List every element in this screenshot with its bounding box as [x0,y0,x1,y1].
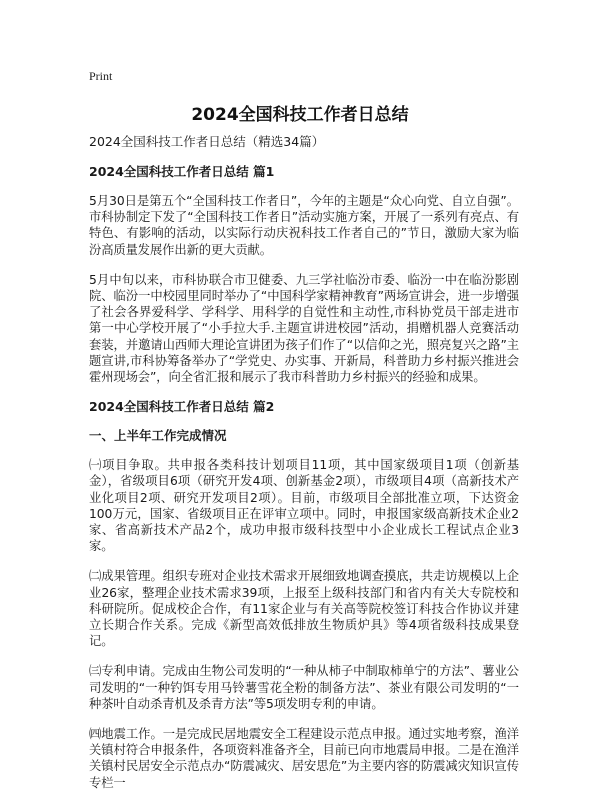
print-label[interactable]: Print [89,69,113,83]
subsection-heading: 一、上半年工作完成情况 [89,428,227,444]
section-heading-2: 2024全国科技工作者日总结 篇2 [89,399,275,415]
section-heading-1: 2024全国科技工作者日总结 篇1 [89,164,275,179]
paragraph: ㈣地震工作。一是完成民居地震安全工程建设示范点申报。通过实地考察，渔洋关镇村符合申报条件，各项资料准备齐全，目前已向市地震局申报。二是在渔洋关镇村民居安全示范点办“防震减灾、居安思危”为主要内容的防震减灾知识宣传专栏一 [89,727,519,790]
document-subtitle: 2024全国科技工作者日总结（精选34篇） [89,134,325,149]
paragraph: ㈡成果管理。组织专班对企业技术需求开展细致地调查摸底，共走访规模以上企业26家，整理企业技术需求39项，上报至上级科技部门和省内有关大专院校和科研院所。促成校企合作，有11家企业与有关高等院校签订科技合作协议并建立长期合作关系。完成《新型高效低排放生物质炉具》等4项省级科技成果登记。 [89,569,519,649]
document-body [89,134,519,805]
page-title: 2024全国科技工作者日总结 [191,105,409,125]
paragraph: 5月30日是第五个“全国科技工作者日”，今年的主题是“众心向党、自立自强”。市科协制定下发了“全国科技工作者日”活动实施方案，开展了一系列有亮点、有特色、有影响的活动，以实际行动庆祝科技工作者自己的”节日，激励大家为临汾高质量发展作出新的更大贡献。 [89,194,519,257]
paragraph: ㈢专利申请。完成由生物公司发明的“一种从柿子中制取柿单宁的方法”、薯业公司发明的“一种钓饵专用马铃薯雪花全粉的制备方法”、茶业有限公司发明的“一种茶叶自动杀青机及杀青方法”等5项发明专利的申请。 [89,664,519,711]
paragraph: ㈠项目争取。共申报各类科技计划项目11项，其中国家级项目1项（创新基金），省级项目6项（研究开发4项、创新基金2项），市级项目4项（高新技术产业化项目2项、研究开发项目2项）。目前，市级项目全部批准立项，下达资金100万元，国家、省级项目正在评审立项中。同时，申报国家级高新技术企业2家、省高新技术产品2个，成功申报市级科技型中小企业成长工程试点企业3家。 [89,458,519,554]
paragraph: 5月中旬以来，市科协联合市卫健委、九三学社临汾市委、临汾一中在临汾影剧院、临汾一中校园里同时举办了“中国科学家精神教育”两场宣讲会，进一步增强了社会各界爱科学、学科学、用科学的自觉性和主动性,市科协党员干部走进市第一中心学校开展了“小手拉大手.主题宣讲进校园”活动，捐赠机器人竞赛活动套装，并邀请山西师大理论宣讲团为孩子们作了“以信仰之光，照亮复兴之路”主题宣讲,市科协筹备举办了“学党史、办实事、开新局，科普助力乡村振兴推进会霍州现场会”，向全省汇报和展示了我市科普助力乡村振兴的经验和成果。 [89,272,519,385]
